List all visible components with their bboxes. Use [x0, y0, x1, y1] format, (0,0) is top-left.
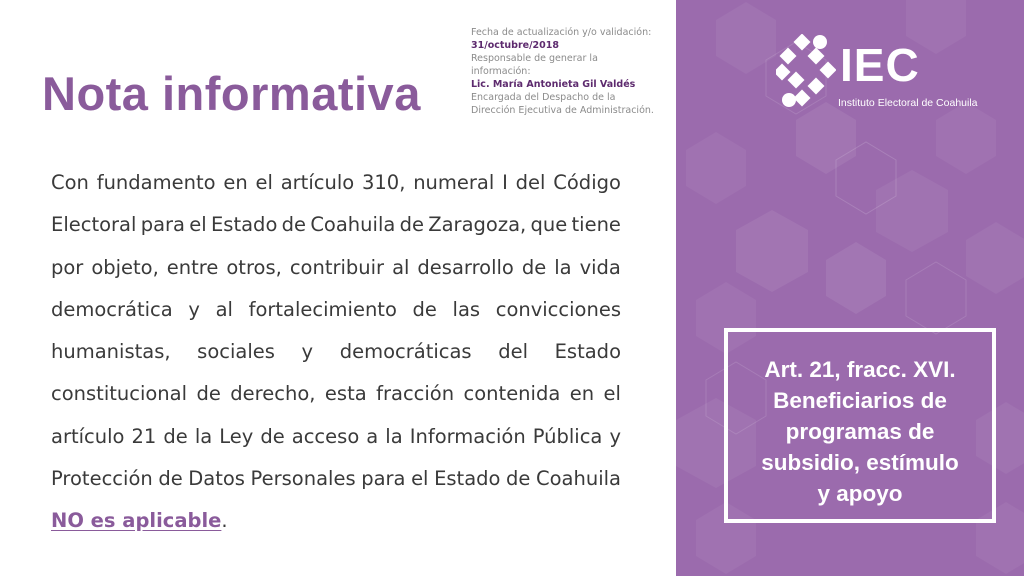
- body-word: y: [188, 297, 200, 321]
- article-line-5: y apoyo: [817, 481, 903, 506]
- update-label: Fecha de actualización y/o validación:: [471, 27, 652, 38]
- body-paragraph: [51, 162, 621, 543]
- body-word: 310,: [361, 171, 406, 194]
- body-word: artículo: [280, 171, 355, 194]
- body-word: Pública: [532, 424, 603, 448]
- body-word: vida: [579, 255, 621, 279]
- logo-subtitle: Instituto Electoral de Coahuila: [838, 97, 978, 109]
- body-ending: .: [221, 509, 228, 533]
- body-word: Zaragoza,: [428, 213, 527, 237]
- body-word: en: [569, 382, 595, 406]
- body-word: democráticas: [339, 340, 472, 364]
- body-word: el: [255, 171, 273, 194]
- body-line: [51, 373, 621, 415]
- body-word: Protección: [51, 467, 153, 491]
- body-word: contribuir: [289, 255, 385, 279]
- responsible-role-line-2: Dirección Ejecutiva de Administración.: [471, 105, 654, 116]
- body-word: de: [521, 255, 547, 279]
- responsible-name: Lic. María Antonieta Gil Valdés: [471, 79, 636, 90]
- body-word: la: [194, 424, 213, 448]
- body-word: Con: [51, 171, 89, 194]
- body-word: al: [215, 297, 233, 321]
- body-word: 21: [131, 424, 157, 448]
- body-word: democrática: [51, 297, 173, 321]
- body-word: Información: [409, 424, 526, 448]
- body-word: fortalecimiento: [248, 297, 397, 321]
- body-line: [51, 204, 621, 246]
- body-line: [51, 331, 621, 373]
- body-word: de: [158, 467, 183, 491]
- body-word: tiene: [571, 213, 621, 237]
- page-title: Nota informativa: [42, 67, 421, 120]
- body-word: otros,: [226, 255, 282, 279]
- body-line: [51, 247, 621, 289]
- body-word: de: [260, 424, 285, 448]
- responsible-role-line-1: Encargada del Despacho de la: [471, 92, 616, 103]
- body-word: desarrollo: [417, 255, 514, 279]
- body-word: I: [502, 171, 508, 194]
- body-word: en: [223, 171, 248, 194]
- update-date: 31/octubre/2018: [471, 40, 559, 51]
- body-word: de: [196, 382, 221, 406]
- body-word: Ley: [219, 424, 254, 448]
- iec-logo-icon: [776, 34, 836, 110]
- body-word: numeral: [413, 171, 495, 194]
- not-applicable-link[interactable]: NO es aplicable: [51, 509, 222, 533]
- body-word: para: [361, 467, 406, 491]
- body-word: fracción: [376, 382, 455, 406]
- body-word: entre: [166, 255, 219, 279]
- body-word: humanistas,: [51, 340, 171, 364]
- article-box: [724, 328, 996, 523]
- body-line: [51, 162, 621, 204]
- body-word: y: [609, 424, 621, 448]
- body-line: [51, 458, 621, 500]
- body-word: la: [385, 424, 403, 448]
- body-word: Datos: [188, 467, 245, 491]
- body-word: Estado: [554, 340, 621, 364]
- body-word: fundamento: [96, 171, 216, 194]
- body-word: al: [392, 255, 410, 279]
- body-word: y: [301, 340, 314, 364]
- body-word: derecho,: [230, 382, 316, 406]
- body-word: Coahuila: [310, 213, 396, 237]
- body-word: acceso: [291, 424, 360, 448]
- body-word: el: [189, 213, 207, 237]
- body-word: el: [603, 382, 621, 406]
- body-word: Electoral: [51, 213, 137, 237]
- article-line-3: programas de: [785, 419, 935, 444]
- body-word: el: [411, 467, 429, 491]
- body-word: de: [412, 297, 437, 321]
- logo-wordmark: IEC: [840, 39, 920, 91]
- body-word: las: [452, 297, 481, 321]
- responsible-label-line-1: Responsable de generar la: [471, 53, 598, 64]
- body-word: esta: [324, 382, 367, 406]
- body-last-line: [51, 500, 621, 542]
- body-word: Personales: [250, 467, 356, 491]
- article-line-4: subsidio, estímulo: [761, 450, 959, 475]
- body-word: Código: [553, 171, 621, 194]
- body-word: Estado: [434, 467, 501, 491]
- body-word: por: [51, 255, 84, 279]
- body-word: objeto,: [91, 255, 159, 279]
- metadata-block: [471, 26, 671, 117]
- body-line: [51, 416, 621, 458]
- body-word: para: [140, 213, 185, 237]
- body-word: convicciones: [495, 297, 621, 321]
- article-line-2: Beneficiarios de: [773, 388, 947, 413]
- article-line-1: Art. 21, fracc. XVI.: [764, 357, 956, 382]
- body-word: de: [399, 213, 424, 237]
- body-word: constitucional: [51, 382, 188, 406]
- body-word: de: [506, 467, 531, 491]
- body-word: de: [163, 424, 188, 448]
- body-word: de: [281, 213, 307, 237]
- body-word: sociales: [197, 340, 275, 364]
- body-word: Estado: [210, 213, 278, 237]
- body-word: artículo: [51, 424, 125, 448]
- body-word: contenida: [463, 382, 561, 406]
- body-word: la: [554, 255, 572, 279]
- article-box-text: [728, 354, 992, 509]
- body-word: a: [366, 424, 379, 448]
- body-word: Coahuila: [535, 467, 621, 491]
- body-line: [51, 289, 621, 331]
- body-word: del: [498, 340, 528, 364]
- responsible-label-line-2: información:: [471, 66, 531, 77]
- body-word: que: [530, 213, 568, 237]
- body-word: del: [515, 171, 546, 194]
